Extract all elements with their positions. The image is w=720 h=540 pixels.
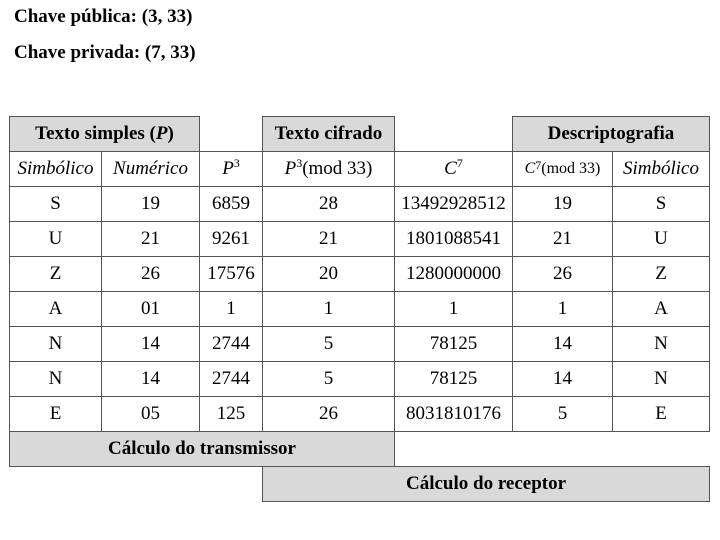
transmitter-footer: Cálculo do transmissor bbox=[10, 432, 395, 467]
cell-c7-mod: 14 bbox=[513, 327, 613, 362]
cell-c7-mod: 5 bbox=[513, 397, 613, 432]
cell-p3-mod: 5 bbox=[263, 327, 395, 362]
cell-p3: 9261 bbox=[200, 222, 263, 257]
public-key-label: Chave pública: (3, 33) bbox=[14, 6, 193, 27]
receiver-footer: Cálculo do receptor bbox=[263, 467, 710, 502]
cell-numeric: 19 bbox=[102, 187, 200, 222]
cell-c7: 78125 bbox=[395, 362, 513, 397]
cell-c7-mod: 19 bbox=[513, 187, 613, 222]
col-header-symbolic: Simbólico bbox=[10, 152, 102, 187]
cell-c7: 78125 bbox=[395, 327, 513, 362]
col-header-symbolic-2: Simbólico bbox=[613, 152, 710, 187]
cell-p3-mod: 20 bbox=[263, 257, 395, 292]
blank-cell bbox=[200, 117, 263, 152]
cell-c7-mod: 26 bbox=[513, 257, 613, 292]
cell-c7: 1801088541 bbox=[395, 222, 513, 257]
blank-cell bbox=[395, 432, 710, 467]
col-header-p3-mod: $P^3(mod$ 33) bbox=[263, 152, 395, 187]
cell-p3-mod: 1 bbox=[263, 292, 395, 327]
blank-cell bbox=[10, 467, 263, 502]
cell-p3: 1 bbox=[200, 292, 263, 327]
column-header-row bbox=[10, 152, 710, 187]
cell-c7: 8031810176 bbox=[395, 397, 513, 432]
cell-c7-mod: 14 bbox=[513, 362, 613, 397]
table-row bbox=[10, 187, 710, 222]
cell-p3-mod: 26 bbox=[263, 397, 395, 432]
cell-numeric: 01 bbox=[102, 292, 200, 327]
decryption-group-header: Descriptografia bbox=[513, 117, 710, 152]
cell-symbolic: S bbox=[10, 187, 102, 222]
cell-symbolic-2: N bbox=[613, 362, 710, 397]
table-row bbox=[10, 222, 710, 257]
transmitter-footer-row bbox=[10, 432, 710, 467]
blank-cell bbox=[395, 117, 513, 152]
cell-p3-mod: 28 bbox=[263, 187, 395, 222]
cell-numeric: 21 bbox=[102, 222, 200, 257]
plaintext-group-header: Texto simples (P) bbox=[10, 117, 200, 152]
cell-c7: 13492928512 bbox=[395, 187, 513, 222]
group-header-row bbox=[10, 117, 710, 152]
cell-p3: 125 bbox=[200, 397, 263, 432]
cell-symbolic-2: S bbox=[613, 187, 710, 222]
cell-symbolic-2: U bbox=[613, 222, 710, 257]
cell-c7: 1 bbox=[395, 292, 513, 327]
receiver-footer-row bbox=[10, 467, 710, 502]
cell-c7: 1280000000 bbox=[395, 257, 513, 292]
cell-symbolic: E bbox=[10, 397, 102, 432]
col-header-numeric: Numérico bbox=[102, 152, 200, 187]
cell-p3-mod: 5 bbox=[263, 362, 395, 397]
cell-p3-mod: 21 bbox=[263, 222, 395, 257]
cell-symbolic-2: E bbox=[613, 397, 710, 432]
cell-symbolic: N bbox=[10, 327, 102, 362]
cell-symbolic: N bbox=[10, 362, 102, 397]
col-header-c7: $C^7$ bbox=[395, 152, 513, 187]
cell-numeric: 14 bbox=[102, 327, 200, 362]
cell-symbolic-2: A bbox=[613, 292, 710, 327]
cell-p3: 2744 bbox=[200, 327, 263, 362]
rsa-table bbox=[9, 116, 710, 502]
cell-numeric: 26 bbox=[102, 257, 200, 292]
table-row bbox=[10, 257, 710, 292]
table-row bbox=[10, 397, 710, 432]
cell-symbolic: U bbox=[10, 222, 102, 257]
table-row bbox=[10, 292, 710, 327]
col-header-p3: $P^3$ bbox=[200, 152, 263, 187]
cell-p3: 2744 bbox=[200, 362, 263, 397]
cell-symbolic-2: N bbox=[613, 327, 710, 362]
private-key-label: Chave privada: (7, 33) bbox=[14, 42, 196, 63]
cell-symbolic: A bbox=[10, 292, 102, 327]
cell-c7-mod: 21 bbox=[513, 222, 613, 257]
table-row bbox=[10, 327, 710, 362]
cell-numeric: 05 bbox=[102, 397, 200, 432]
ciphertext-group-header: Texto cifrado bbox=[263, 117, 395, 152]
cell-p3: 17576 bbox=[200, 257, 263, 292]
table-row bbox=[10, 362, 710, 397]
col-header-c7-mod: $C^7(mod$ 33) bbox=[513, 152, 613, 187]
cell-numeric: 14 bbox=[102, 362, 200, 397]
cell-symbolic-2: Z bbox=[613, 257, 710, 292]
cell-p3: 6859 bbox=[200, 187, 263, 222]
cell-symbolic: Z bbox=[10, 257, 102, 292]
cell-c7-mod: 1 bbox=[513, 292, 613, 327]
